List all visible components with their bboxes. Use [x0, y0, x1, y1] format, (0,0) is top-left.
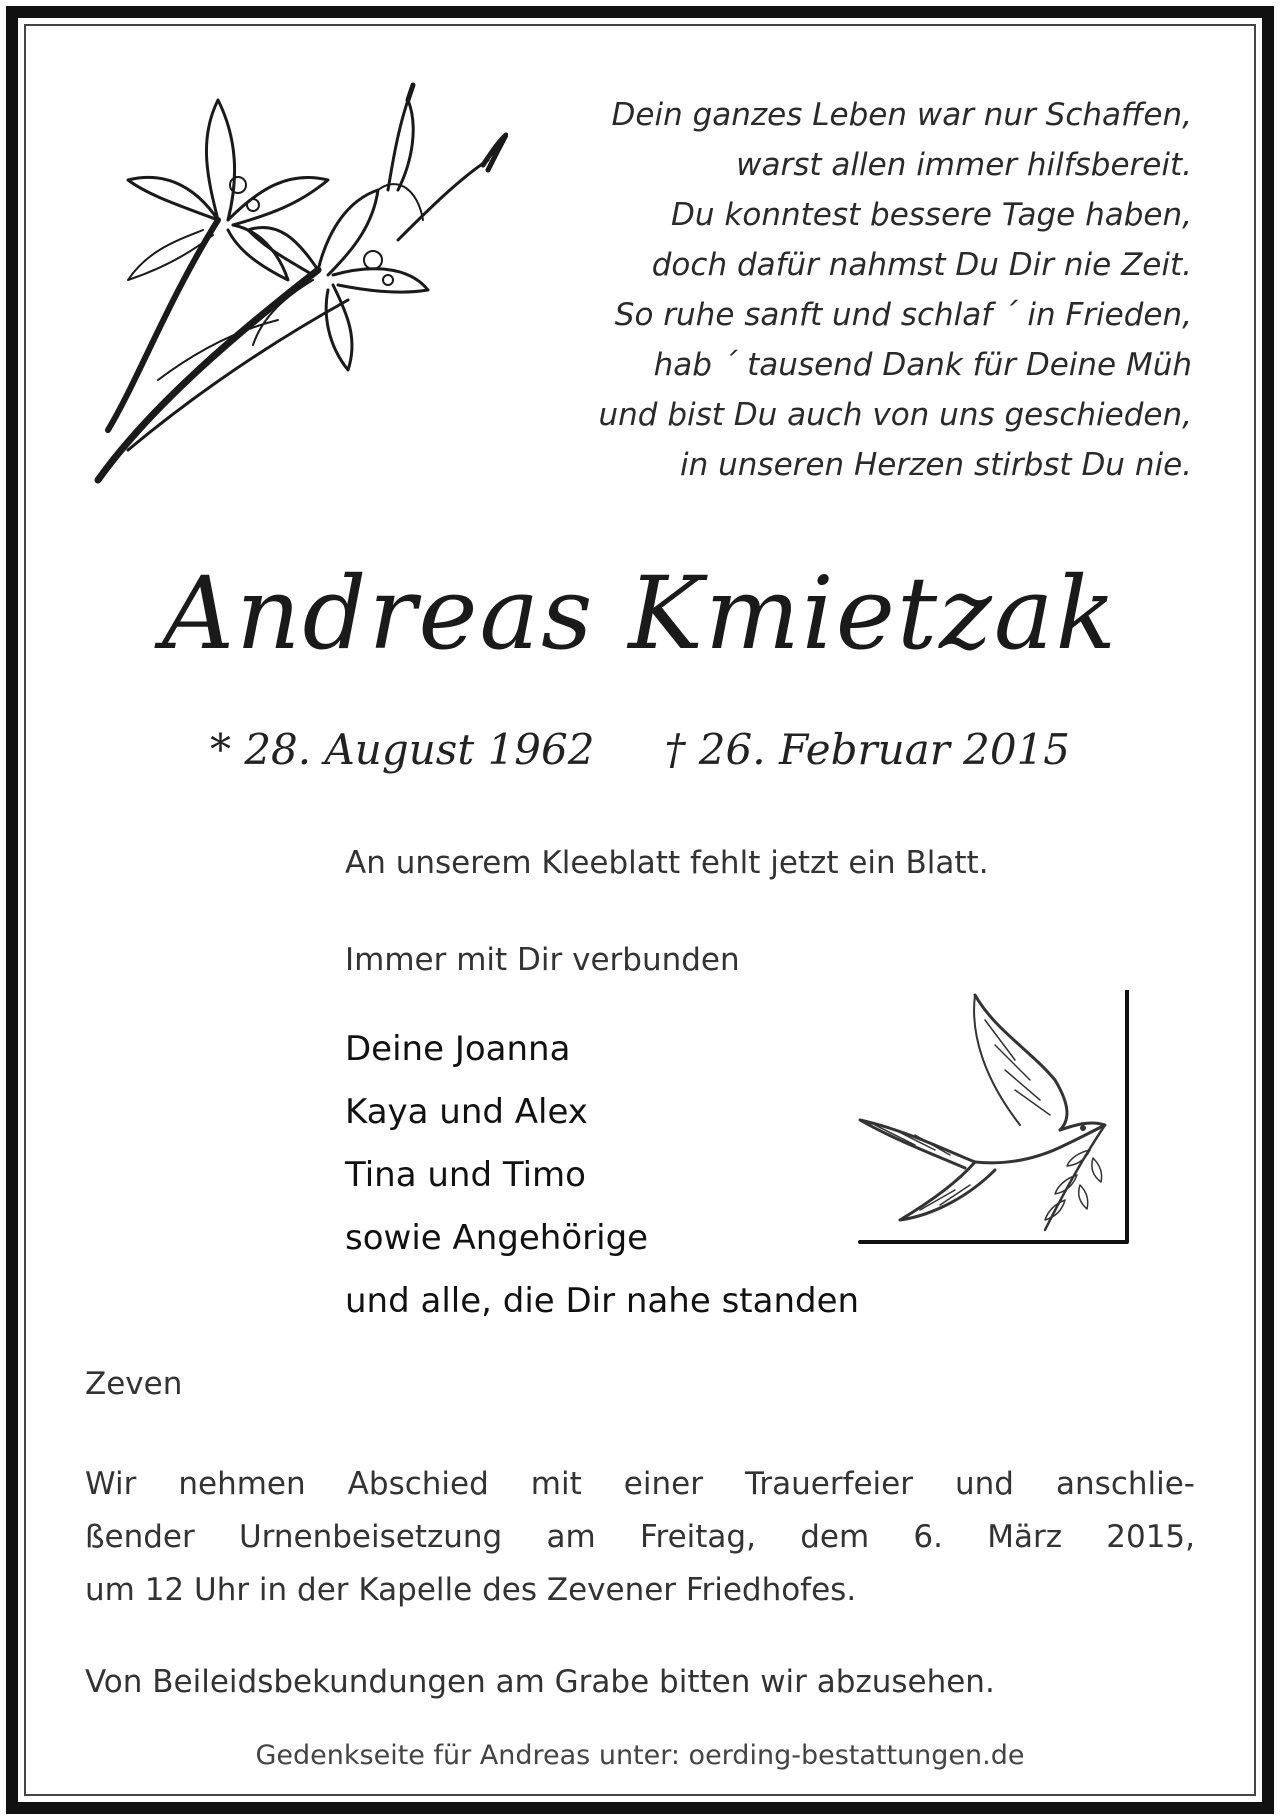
ceremony-notice	[85, 1458, 1195, 1617]
family-list	[345, 1018, 859, 1333]
poem-line: hab ´ tausend Dank für Deine Müh	[653, 347, 1192, 383]
memorial-page-link[interactable]: Gedenkseite für Andreas unter: oerding-bestattungen.de	[255, 1740, 1025, 1771]
deceased-name: Andreas Kmietzak	[161, 555, 1119, 672]
poem-line: doch dafür nahmst Du Dir nie Zeit.	[651, 247, 1192, 283]
ceremony-line: um 12 Uhr in der Kapelle des Zevener Friedhofes.	[85, 1572, 857, 1608]
cloverleaf-message: An unserem Kleeblatt fehlt jetzt ein Blatt.	[345, 845, 989, 881]
poem-line: warst allen immer hilfsbereit.	[736, 147, 1192, 183]
family-line: Deine Joanna	[345, 1029, 571, 1069]
town: Zeven	[85, 1366, 183, 1402]
together-message: Immer mit Dir verbunden	[345, 942, 740, 978]
poem-line: Dein ganzes Leben war nur Schaffen,	[611, 97, 1192, 133]
dove-with-olive-branch-icon	[855, 990, 1130, 1245]
birth-date: * 28. August 1962	[209, 725, 595, 774]
ceremony-line: Wir nehmen Abschied mit einer Trauerfeier und anschlie-	[85, 1466, 1195, 1502]
poem-line: und bist Du auch von uns geschieden,	[598, 397, 1192, 433]
poem-line: So ruhe sanft und schlaf ´ in Frieden,	[614, 297, 1192, 333]
family-line: und alle, die Dir nahe standen	[345, 1281, 860, 1321]
poem-line: in unseren Herzen stirbst Du nie.	[680, 447, 1192, 483]
death-date: † 26. Februar 2015	[664, 725, 1071, 774]
ceremony-line: ßender Urnenbeisetzung am Freitag, dem 6. März 2015,	[85, 1519, 1195, 1555]
family-line: Kaya und Alex	[345, 1092, 588, 1132]
poem	[472, 90, 1192, 490]
lily-flower-icon	[88, 80, 508, 490]
condolence-note: Von Beileidsbekundungen am Grabe bitten wir abzusehen.	[85, 1664, 995, 1700]
poem-line: Du konntest bessere Tage haben,	[671, 197, 1192, 233]
family-line: sowie Angehörige	[345, 1218, 649, 1258]
life-dates	[0, 725, 1280, 774]
family-line: Tina und Timo	[345, 1155, 586, 1195]
